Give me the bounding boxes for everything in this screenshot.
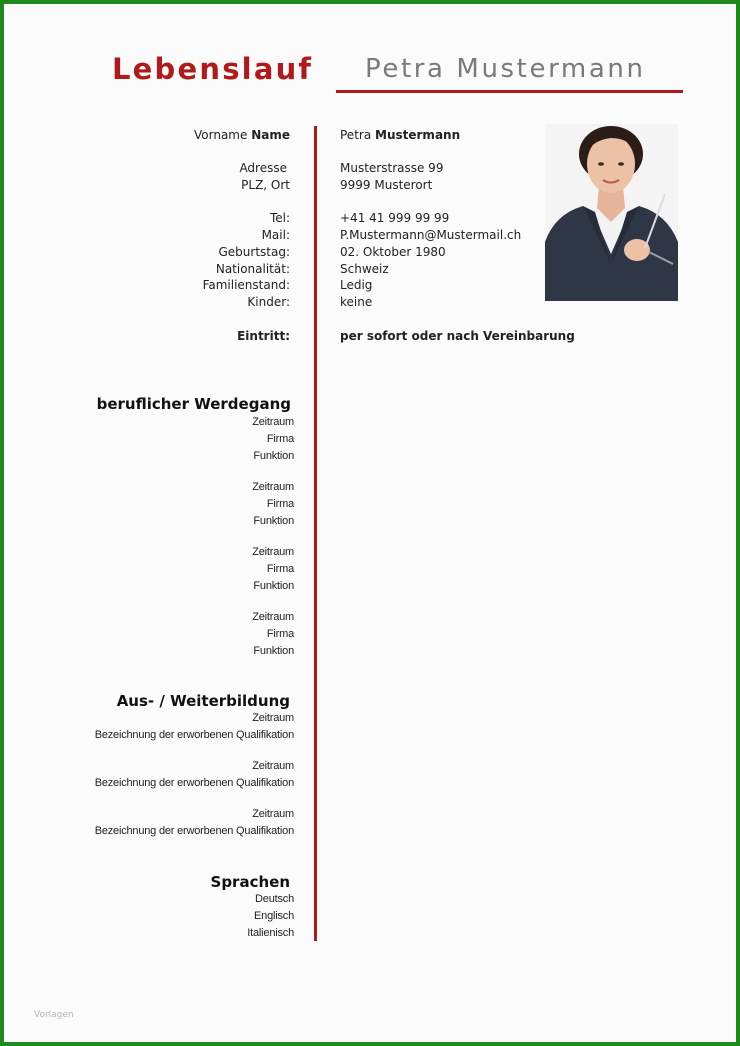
value-vorname-name	[340, 128, 460, 142]
value-mail: P.Mustermann@Mustermail.ch	[340, 228, 522, 242]
label-vorname: Vorname	[194, 128, 248, 142]
section-heading-werdegang: beruflicher Werdegang	[96, 395, 291, 413]
werdegang-firma: Firma	[266, 498, 294, 510]
section-heading-bildung: Aus- / Weiterbildung	[116, 692, 290, 710]
value-plz-ort: 9999 Musterort	[340, 178, 433, 192]
label-familienstand: Familienstand:	[202, 278, 290, 292]
footer-watermark: Vorlagen	[34, 1010, 74, 1020]
label-kinder: Kinder:	[247, 295, 290, 309]
label-vorname-name	[194, 128, 290, 142]
werdegang-zeitraum: Zeitraum	[252, 546, 294, 558]
werdegang-funktion: Funktion	[253, 450, 294, 462]
werdegang-firma: Firma	[266, 563, 294, 575]
werdegang-funktion: Funktion	[253, 580, 294, 592]
label-tel: Tel:	[269, 211, 290, 225]
werdegang-firma: Firma	[266, 433, 294, 445]
portrait-photo-icon	[545, 124, 678, 301]
werdegang-zeitraum: Zeitraum	[252, 611, 294, 623]
bildung-bezeichnung: Bezeichnung der erworbenen Qualifikation	[94, 825, 294, 837]
value-name: Mustermann	[375, 128, 461, 142]
label-name: Name	[251, 128, 290, 142]
bildung-zeitraum: Zeitraum	[252, 712, 294, 724]
werdegang-zeitraum: Zeitraum	[252, 416, 294, 428]
value-adresse: Musterstrasse 99	[340, 161, 444, 175]
bildung-zeitraum: Zeitraum	[252, 760, 294, 772]
label-adresse: Adresse	[239, 161, 287, 175]
werdegang-funktion: Funktion	[253, 515, 294, 527]
label-plz-ort: PLZ, Ort	[241, 178, 290, 192]
title-underline	[336, 90, 683, 93]
label-eintritt: Eintritt:	[237, 329, 290, 343]
value-geburtstag: 02. Oktober 1980	[340, 245, 446, 259]
bildung-bezeichnung: Bezeichnung der erworbenen Qualifikation	[94, 729, 294, 741]
value-vorname: Petra	[340, 128, 372, 142]
label-geburtstag: Geburtstag:	[218, 245, 290, 259]
werdegang-funktion: Funktion	[253, 645, 294, 657]
sprache-item: Englisch	[254, 910, 294, 922]
value-familienstand: Ledig	[340, 278, 373, 292]
divider-line	[314, 126, 317, 941]
value-tel: +41 41 999 99 99	[340, 211, 450, 225]
sprache-item: Deutsch	[255, 893, 294, 905]
bildung-zeitraum: Zeitraum	[252, 808, 294, 820]
label-nationalitaet: Nationalität:	[215, 262, 290, 276]
cv-title: Lebenslauf	[112, 52, 314, 86]
label-mail: Mail:	[261, 228, 290, 242]
section-heading-sprachen: Sprachen	[210, 873, 290, 891]
sprache-item: Italienisch	[247, 927, 294, 939]
value-kinder: keine	[340, 295, 373, 309]
werdegang-zeitraum: Zeitraum	[252, 481, 294, 493]
bildung-bezeichnung: Bezeichnung der erworbenen Qualifikation	[94, 777, 294, 789]
cv-person-name: Petra Mustermann	[365, 54, 646, 84]
value-eintritt: per sofort oder nach Vereinbarung	[340, 329, 575, 343]
werdegang-firma: Firma	[266, 628, 294, 640]
value-nationalitaet: Schweiz	[340, 262, 389, 276]
